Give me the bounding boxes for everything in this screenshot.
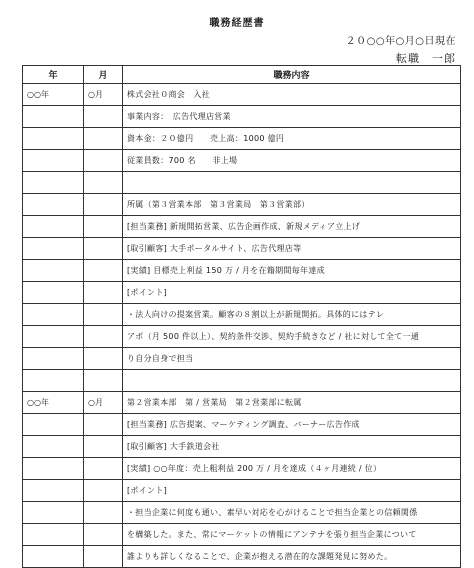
content-cell: [ポイント]	[123, 282, 461, 304]
table-row	[23, 458, 461, 480]
year-cell	[23, 260, 84, 282]
content-cell: ・担当企業に何度も通い、素早い対応を心がけることで担当企業との信頼関係	[123, 502, 461, 524]
month-cell	[84, 304, 123, 326]
career-table-body	[23, 84, 461, 568]
header-month: 月	[84, 66, 123, 84]
table-row	[23, 216, 461, 238]
table-row	[23, 326, 461, 348]
table-row	[23, 150, 461, 172]
month-cell	[84, 480, 123, 502]
year-cell	[23, 480, 84, 502]
table-row	[23, 502, 461, 524]
month-cell	[84, 458, 123, 480]
month-cell: ○月	[84, 84, 123, 106]
table-row	[23, 370, 461, 392]
table-row	[23, 392, 461, 414]
year-cell	[23, 348, 84, 370]
table-row	[23, 84, 461, 106]
month-cell	[84, 502, 123, 524]
year-cell	[23, 128, 84, 150]
year-cell	[23, 546, 84, 568]
table-row	[23, 282, 461, 304]
year-cell	[23, 238, 84, 260]
table-row	[23, 260, 461, 282]
month-cell	[84, 216, 123, 238]
year-cell	[23, 502, 84, 524]
content-cell	[123, 370, 461, 392]
table-row	[23, 304, 461, 326]
year-cell: ○○年	[23, 392, 84, 414]
content-cell: 従業員数：700 名 非上場	[123, 150, 461, 172]
month-cell	[84, 194, 123, 216]
applicant-name: 転職 一郎	[396, 52, 456, 65]
month-cell	[84, 414, 123, 436]
year-cell	[23, 194, 84, 216]
table-row	[23, 194, 461, 216]
content-cell: [実績] ○○年度：売上粗利益 200 万 / 月を達成（４ヶ月連続 / 位）	[123, 458, 461, 480]
year-cell: ○○年	[23, 84, 84, 106]
table-row	[23, 106, 461, 128]
year-cell	[23, 216, 84, 238]
content-cell: [担当業務] 広告提案、マーケティング調査、バーナー広告作成	[123, 414, 461, 436]
content-cell	[123, 172, 461, 194]
career-table	[22, 65, 461, 568]
year-cell	[23, 106, 84, 128]
table-header-row	[23, 66, 461, 84]
table-row	[23, 238, 461, 260]
year-cell	[23, 304, 84, 326]
year-cell	[23, 326, 84, 348]
month-cell	[84, 524, 123, 546]
month-cell	[84, 238, 123, 260]
year-cell	[23, 436, 84, 458]
content-cell: を構築した。また、常にマーケットの情報にアンテナを張り担当企業について	[123, 524, 461, 546]
content-cell: [担当業務] 新規開拓営業、広告企画作成、新規メディア立上げ	[123, 216, 461, 238]
table-row	[23, 414, 461, 436]
table-row	[23, 480, 461, 502]
content-cell: り自分自身で担当	[123, 348, 461, 370]
table-row	[23, 172, 461, 194]
month-cell	[84, 106, 123, 128]
content-cell: 第２営業本部 第 / 営業局 第２営業部に転属	[123, 392, 461, 414]
month-cell	[84, 436, 123, 458]
month-cell: ○月	[84, 392, 123, 414]
table-row	[23, 546, 461, 568]
year-cell	[23, 282, 84, 304]
year-cell	[23, 370, 84, 392]
content-cell: [ポイント]	[123, 480, 461, 502]
content-cell: 株式会社０商会 入社	[123, 84, 461, 106]
content-cell: 資本金：２０億円 売上高：1000 億円	[123, 128, 461, 150]
document-title: 職務経歴書	[209, 18, 265, 29]
header-content: 職務内容	[123, 66, 461, 84]
content-cell: 誰よりも詳しくなることで、企業が抱える潜在的な課題発見に努めた。	[123, 546, 461, 568]
month-cell	[84, 172, 123, 194]
content-cell: [取引顧客] 大手ポータルサイト、広告代理店等	[123, 238, 461, 260]
year-cell	[23, 414, 84, 436]
content-cell: アポ（月 500 件以上）、契約条件交渉、契約手続きなど / 社に対して全て一通	[123, 326, 461, 348]
content-cell: [実績] 目標売上利益 150 万 / 月を在籍期間毎年達成	[123, 260, 461, 282]
month-cell	[84, 150, 123, 172]
document-date: ２０○○年○月○日現在	[345, 36, 456, 47]
content-cell: 所属（第３営業本部 第３営業局 第３営業部）	[123, 194, 461, 216]
table-row	[23, 436, 461, 458]
month-cell	[84, 348, 123, 370]
table-row	[23, 524, 461, 546]
month-cell	[84, 128, 123, 150]
year-cell	[23, 150, 84, 172]
table-row	[23, 128, 461, 150]
month-cell	[84, 546, 123, 568]
month-cell	[84, 326, 123, 348]
content-cell: ・法人向けの提案営業。顧客の８割以上が新規開拓。具体的にはテレ	[123, 304, 461, 326]
year-cell	[23, 524, 84, 546]
month-cell	[84, 282, 123, 304]
header-year: 年	[23, 66, 84, 84]
table-row	[23, 348, 461, 370]
month-cell	[84, 260, 123, 282]
content-cell: [取引顧客] 大手鉄道会社	[123, 436, 461, 458]
month-cell	[84, 370, 123, 392]
year-cell	[23, 458, 84, 480]
year-cell	[23, 172, 84, 194]
content-cell: 事業内容： 広告代理店営業	[123, 106, 461, 128]
